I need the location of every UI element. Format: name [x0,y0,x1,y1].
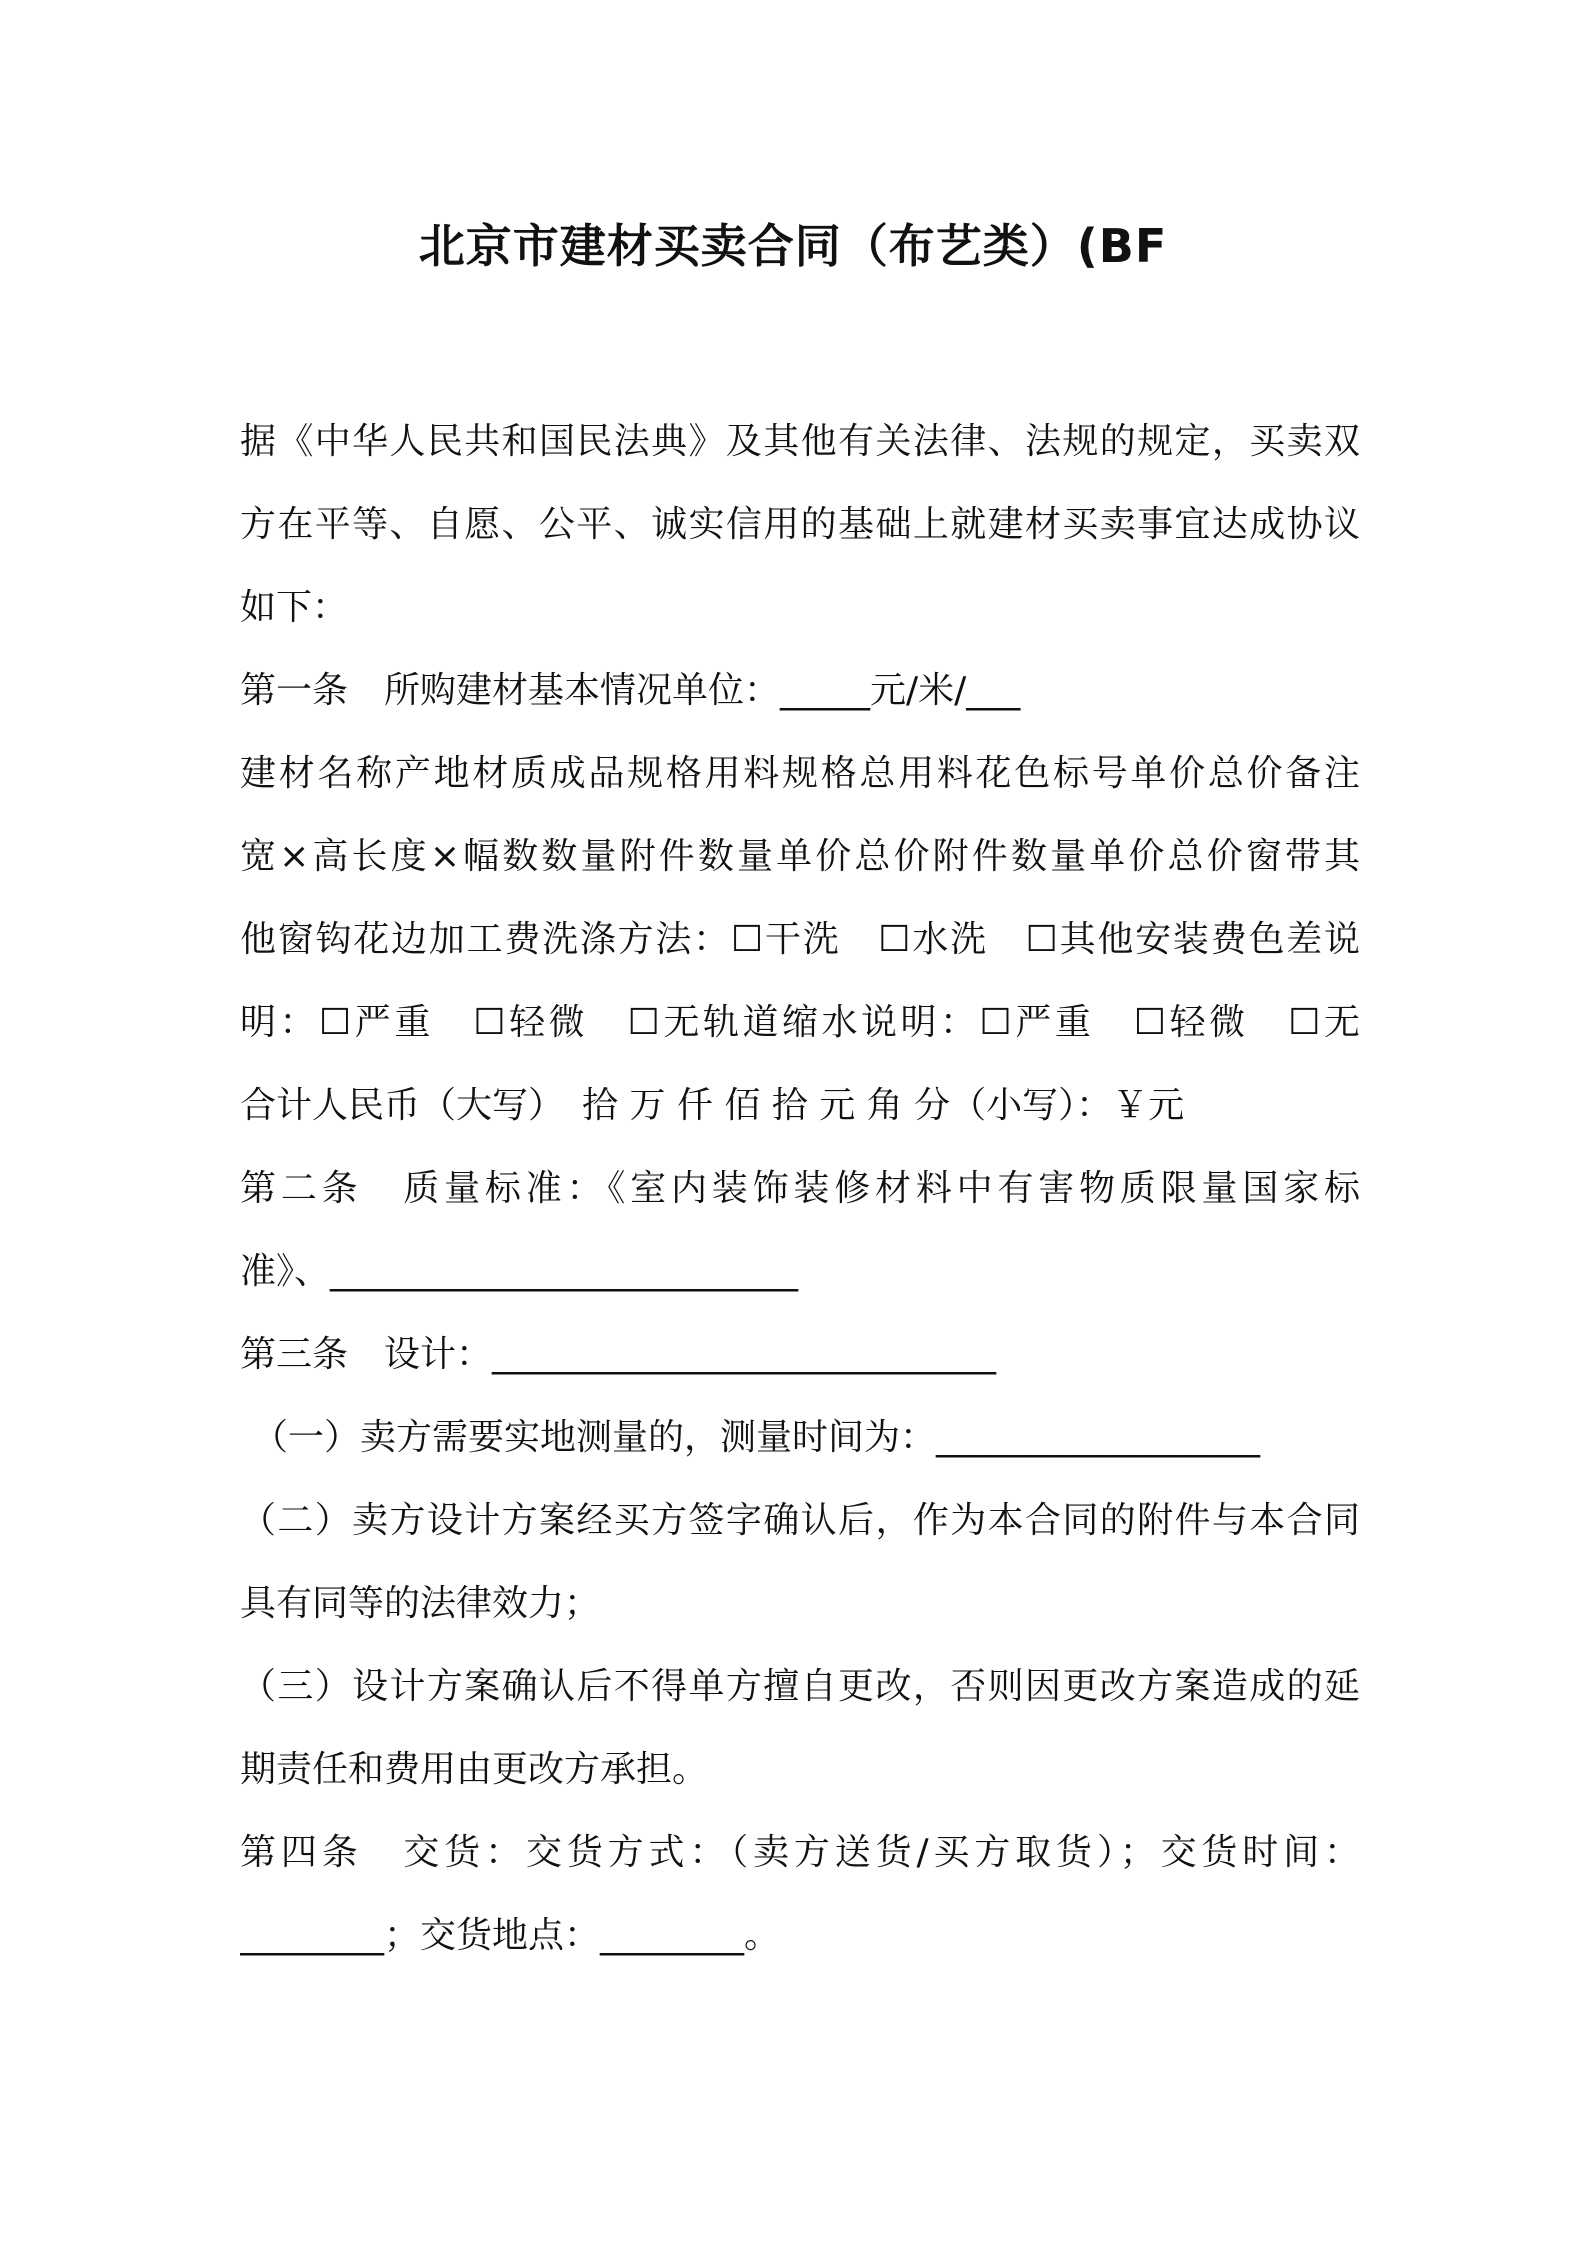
document-body [240,400,1360,1977]
article-1-heading: 第一条 所购建材基本情况单位：_____元/米/___ [240,670,1021,711]
article-2-heading: 第二条 质量标准：《室内装饰装修材料中有害物质限量国家标 [240,1168,1360,1209]
clause-line: （三）设计方案确认后不得单方擅自更改，否则因更改方案造成的延 [240,1666,1360,1707]
paragraph-line: 据《中华人民共和国民法典》及其他有关法律、法规的规定，买卖双 [240,421,1360,462]
paragraph-line: 建材名称产地材质成品规格用料规格总用料花色标号单价总价备注 [240,753,1360,794]
article-3-heading: 第三条 设计：____________________________ [240,1334,997,1375]
paragraph-line: 如下： [240,587,349,628]
paragraph-line: 具有同等的法律效力； [240,1583,601,1624]
paragraph-line: 宽×高长度×幅数数量附件数量单价总价附件数量单价总价窗带其 [240,836,1360,877]
paragraph-line: ________；交货地点：________。 [240,1915,781,1956]
total-amount-line: 合计人民币（大写） 拾 万 仟 佰 拾 元 角 分（小写）：￥元 [240,1085,1185,1126]
clause-line: （一）卖方需要实地测量的，测量时间为：__________________ [252,1417,1261,1458]
paragraph-line: 方在平等、自愿、公平、诚实信用的基础上就建材买卖事宜达成协议 [240,504,1360,545]
document-title: 北京市建材买卖合同（布艺类）(BF [418,219,1168,273]
paragraph-line: 明：☐严重 ☐轻微 ☐无轨道缩水说明：☐严重 ☐轻微 ☐无 [240,1002,1360,1043]
clause-line: （二）卖方设计方案经买方签字确认后，作为本合同的附件与本合同 [240,1500,1360,1541]
paragraph-line: 期责任和费用由更改方承担。 [240,1749,709,1790]
paragraph-line: 准》、__________________________ [240,1251,799,1292]
paragraph-line: 他窗钩花边加工费洗涤方法：☐干洗 ☐水洗 ☐其他安装费色差说 [240,919,1360,960]
article-4-heading: 第四条 交货：交货方式：（卖方送货/买方取货）；交货时间： [240,1832,1360,1873]
